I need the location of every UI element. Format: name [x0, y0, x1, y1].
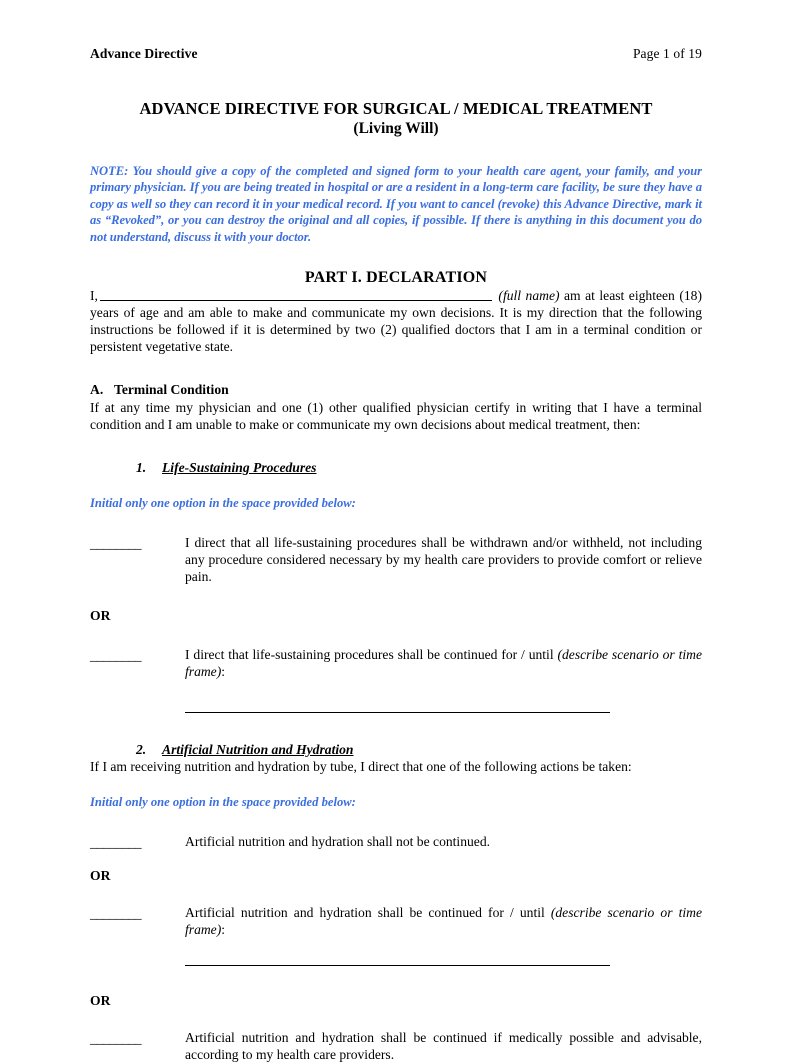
declaration-body: am at least eighteen (18) years of age and am able to make and communicate my own decisions. It is my direction that the following instructions be followed if it is determined by two (2) qualified doctors that I am in a terminal condition or persistent vegetative state.: [90, 287, 702, 355]
section-a-heading: [90, 381, 702, 398]
initial-blank-nutrition-medically-possible[interactable]: ________: [90, 1031, 142, 1047]
option-row-life-withdraw: [90, 534, 702, 585]
subsection-1-heading: [90, 459, 702, 476]
option-text-nutrition-stop: Artificial nutrition and hydration shall not be continued.: [185, 833, 491, 849]
page-content: [90, 46, 702, 1064]
subsection-2-heading: [90, 741, 702, 758]
part-heading: PART I. DECLARATION: [304, 268, 488, 286]
option-text-nutrition-continue: [185, 904, 702, 938]
subsection-1-instruction: Initial only one option in the space provided below:: [90, 495, 356, 510]
section-a-title: Terminal Condition: [114, 382, 229, 398]
page-number-label: Page 1 of 19: [632, 46, 702, 61]
full-name-hint: (full name): [498, 287, 560, 303]
subsection-2-number: 2.: [136, 741, 147, 757]
option-text-nutrition-continue-pre: Artificial nutrition and hydration shall be continued for / until: [185, 904, 551, 920]
document-subtitle: (Living Will): [353, 120, 439, 138]
subsection-1-number: 1.: [136, 459, 147, 475]
option-text-life-continue-post: :: [221, 664, 226, 680]
initial-blank-life-continue[interactable]: ________: [90, 648, 142, 664]
option-row-life-continue: [90, 646, 702, 680]
initial-blank-nutrition-stop[interactable]: ________: [90, 834, 142, 850]
running-header: [90, 46, 702, 62]
or-separator-1: OR: [90, 608, 111, 624]
note-paragraph: NOTE: You should give a copy of the completed and signed form to your health care agent, your family, and your primary physician. If you are being treated in hospital or are a resident in a long-term care facility, be sure they have a copy as well so they can record it in your medical record. If you want to cancel (revoke) this Advance Directive, mark it as “Revoked”, or you can destroy the original and all copies, if possible. If there is anything in this document you do not understand, discuss it with your doctor.: [90, 164, 702, 244]
section-a-intro: If at any time my physician and one (1) other qualified physician certify in writing that I have a terminal condition and I am unable to make or communicate my own decisions about medical treatment, then:: [90, 399, 702, 432]
section-a-letter: A.: [90, 382, 104, 398]
or-separator-2: OR: [90, 867, 111, 883]
option-hint-life-continue: (describe scenario or time frame): [185, 647, 702, 680]
option-text-nutrition-medically-possible: Artificial nutrition and hydration shall be continued if medically possible and advisable, according to my health care providers.: [185, 1030, 702, 1063]
declaration-paragraph: [90, 287, 702, 356]
full-name-blank[interactable]: [100, 290, 492, 301]
subsection-2-intro: If I am receiving nutrition and hydration by tube, I direct that one of the following actions be taken:: [90, 758, 632, 774]
subsection-2-instruction: Initial only one option in the space provided below:: [90, 794, 356, 809]
declaration-lead: I,: [90, 287, 98, 303]
option-row-nutrition-medically-possible: [90, 1029, 702, 1063]
option-text-life-withdraw: I direct that all life-sustaining procedures shall be withdrawn and/or withheld, not including any procedure considered necessary by my health care providers to provide comfort or relieve pain.: [185, 534, 702, 585]
initial-blank-nutrition-continue[interactable]: ________: [90, 905, 142, 921]
option-text-nutrition-continue-post: :: [221, 922, 226, 938]
running-title: Advance Directive: [90, 46, 198, 61]
initial-blank-life-withdraw[interactable]: ________: [90, 535, 142, 551]
subsection-2-title: Artificial Nutrition and Hydration: [162, 741, 354, 757]
option-text-life-continue: [185, 646, 702, 680]
subsection-1-title: Life-Sustaining Procedures: [162, 459, 317, 475]
answer-line-life-continue[interactable]: [185, 711, 610, 713]
document-title: ADVANCE DIRECTIVE FOR SURGICAL / MEDICAL TREATMENT: [139, 99, 653, 119]
option-text-life-continue-pre: I direct that life-sustaining procedures shall be continued for / until: [185, 647, 558, 663]
option-row-nutrition-continue: [90, 904, 702, 938]
or-separator-3: OR: [90, 993, 111, 1009]
option-hint-nutrition-continue: (describe scenario or time frame): [185, 904, 702, 938]
option-row-nutrition-stop: [90, 833, 702, 851]
answer-line-nutrition-continue[interactable]: [185, 964, 610, 966]
